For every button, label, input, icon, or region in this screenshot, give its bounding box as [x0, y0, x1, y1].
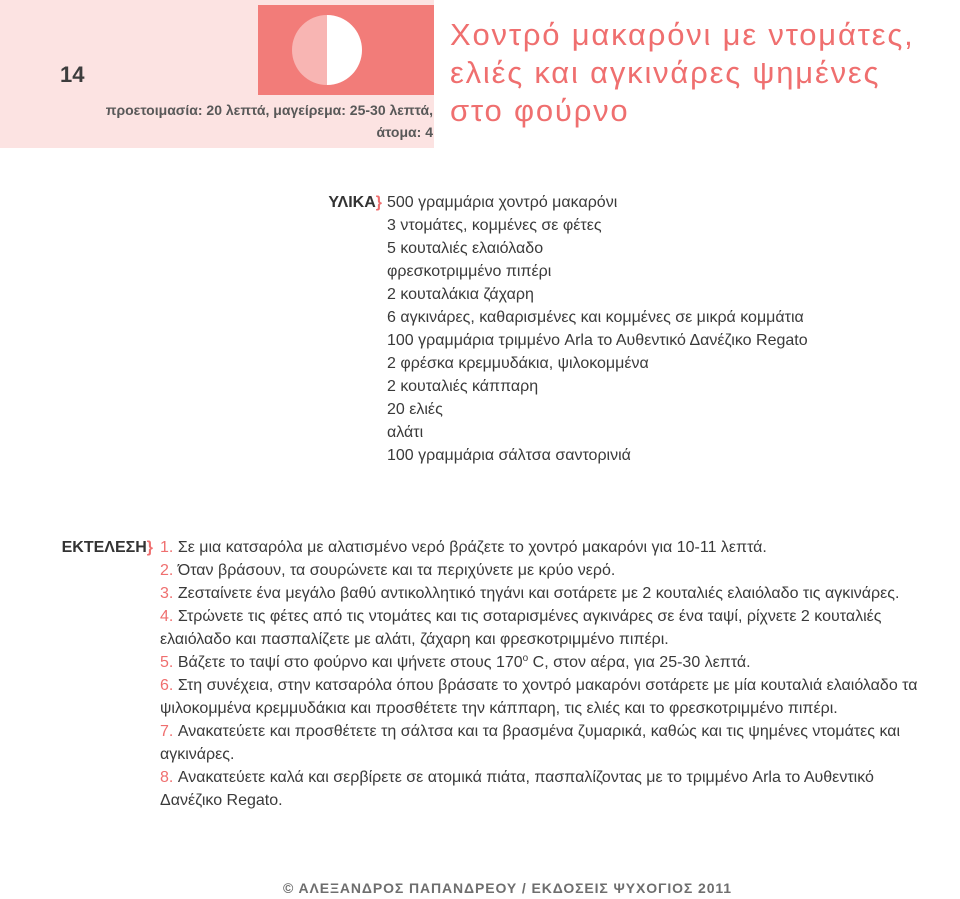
step-number: 3.	[160, 585, 174, 602]
ingredient-item: 100 γραμμάρια τριμμένο Arla το Αυθεντικό Δανέζικο Regato	[387, 332, 808, 349]
method-step	[160, 605, 935, 651]
step-number: 6.	[160, 677, 174, 694]
degree-superscript: o	[522, 653, 529, 664]
method-step	[160, 559, 935, 582]
ingredient-item: 3 ντομάτες, κομμένες σε φέτες	[387, 217, 602, 234]
step-text: Στρώνετε τις φέτες από τις ντομάτες και τις σοταρισμένες αγκινάρες σε ένα ταψί, ρίχνετε 2 κουταλιές ελαιόλαδο και πασπαλίζετε με αλάτι, ζάχαρη και φρεσκοτριμμένο πιπέρι.	[160, 608, 882, 648]
ingredients-brace: }	[375, 194, 382, 211]
step-text: Ανακατεύετε και προσθέτετε τη σάλτσα και τα βρασμένα ζυμαρικά, καθώς και τις ψημένες ντομάτες και αγκινάρες.	[160, 723, 901, 763]
copyright-footer: © ΑΛΕΞΑΝΔΡΟΣ ΠΑΠΑΝΔΡΕΟΥ / ΕΚΔΟΣΕΙΣ ΨΥΧΟΓΙΟΣ 2011	[283, 880, 732, 896]
ingredient-item: φρεσκοτριμμένο πιπέρι	[387, 263, 552, 280]
prep-info	[0, 99, 433, 143]
half-circle-icon	[292, 15, 362, 85]
method-step	[160, 582, 935, 605]
method-label: ΕΚΤΕΛΕΣΗ	[61, 539, 147, 556]
ingredient-item: 6 αγκινάρες, καθαρισμένες και κομμένες σε μικρά κομμάτια	[387, 309, 804, 326]
ingredients-label: ΥΛΙΚΑ	[328, 194, 376, 211]
method-brace: }	[146, 539, 153, 556]
servings-line: άτομα: 4	[376, 124, 433, 140]
method-step	[160, 720, 935, 766]
method-step	[160, 536, 935, 559]
step-text: Ανακατεύετε καλά και σερβίρετε σε ατομικά πιάτα, πασπαλίζοντας με το τριμμένο Arla το Αυθεντικό Δανέζικο Regato.	[160, 769, 874, 809]
ingredient-item: 5 κουταλιές ελαιόλαδο	[387, 240, 544, 257]
recipe-title-line: Χοντρό μακαρόνι με ντομάτες,	[450, 17, 915, 52]
ingredient-item: 20 ελιές	[387, 401, 443, 418]
recipe-title-line: ελιές και αγκινάρες ψημένες	[450, 55, 881, 90]
ingredients-list	[387, 191, 808, 467]
step-text-continued: C, στον αέρα, για 25-30 λεπτά.	[528, 654, 751, 671]
recipe-title-line: στο φούρνο	[450, 93, 630, 128]
step-text: Βάζετε το ταψί στο φούρνο και ψήνετε στους 170	[177, 654, 523, 671]
step-number: 4.	[160, 608, 174, 625]
ingredient-item: 2 φρέσκα κρεμμυδάκια, ψιλοκομμένα	[387, 355, 649, 372]
recipe-title	[450, 16, 915, 130]
step-text: Όταν βράσουν, τα σουρώνετε και τα περιχύνετε με κρύο νερό.	[177, 562, 616, 579]
step-number: 8.	[160, 769, 174, 786]
ingredient-item: 2 κουταλάκια ζάχαρη	[387, 286, 534, 303]
page-number: 14	[60, 62, 85, 87]
step-text: Στη συνέχεια, στην κατσαρόλα όπου βράσατε το χοντρό μακαρόνι σοτάρετε με μία κουταλιά ελαιόλαδο τα ψιλοκομμένα κρεμμυδάκια και προσθέτετε την κάππαρη, τις ελιές και το φρεσκοτριμμένο πιπέρι.	[160, 677, 918, 717]
step-number: 5.	[160, 654, 174, 671]
step-number: 7.	[160, 723, 174, 740]
ingredient-item: 2 κουταλιές κάππαρη	[387, 378, 539, 395]
method-step	[160, 766, 935, 812]
method-step	[160, 674, 935, 720]
ingredient-item: αλάτι	[387, 424, 424, 441]
ingredients-heading	[0, 191, 382, 214]
step-number: 2.	[160, 562, 174, 579]
step-text: Ζεσταίνετε ένα μεγάλο βαθύ αντικολλητικό τηγάνι και σοτάρετε με 2 κουταλιές ελαιόλαδο τις αγκινάρες.	[177, 585, 900, 602]
step-text: Σε μια κατσαρόλα με αλατισμένο νερό βράζετε το χοντρό μακαρόνι για 10-11 λεπτά.	[177, 539, 767, 556]
step-number: 1.	[160, 539, 174, 556]
method-step	[160, 651, 935, 674]
method-steps	[160, 536, 935, 812]
ingredient-item: 100 γραμμάρια σάλτσα σαντορινιά	[387, 447, 631, 464]
method-heading	[0, 536, 153, 559]
ingredient-item: 500 γραμμάρια χοντρό μακαρόνι	[387, 194, 618, 211]
prep-time-line: προετοιμασία: 20 λεπτά, μαγείρεμα: 25-30 λεπτά,	[105, 102, 433, 118]
